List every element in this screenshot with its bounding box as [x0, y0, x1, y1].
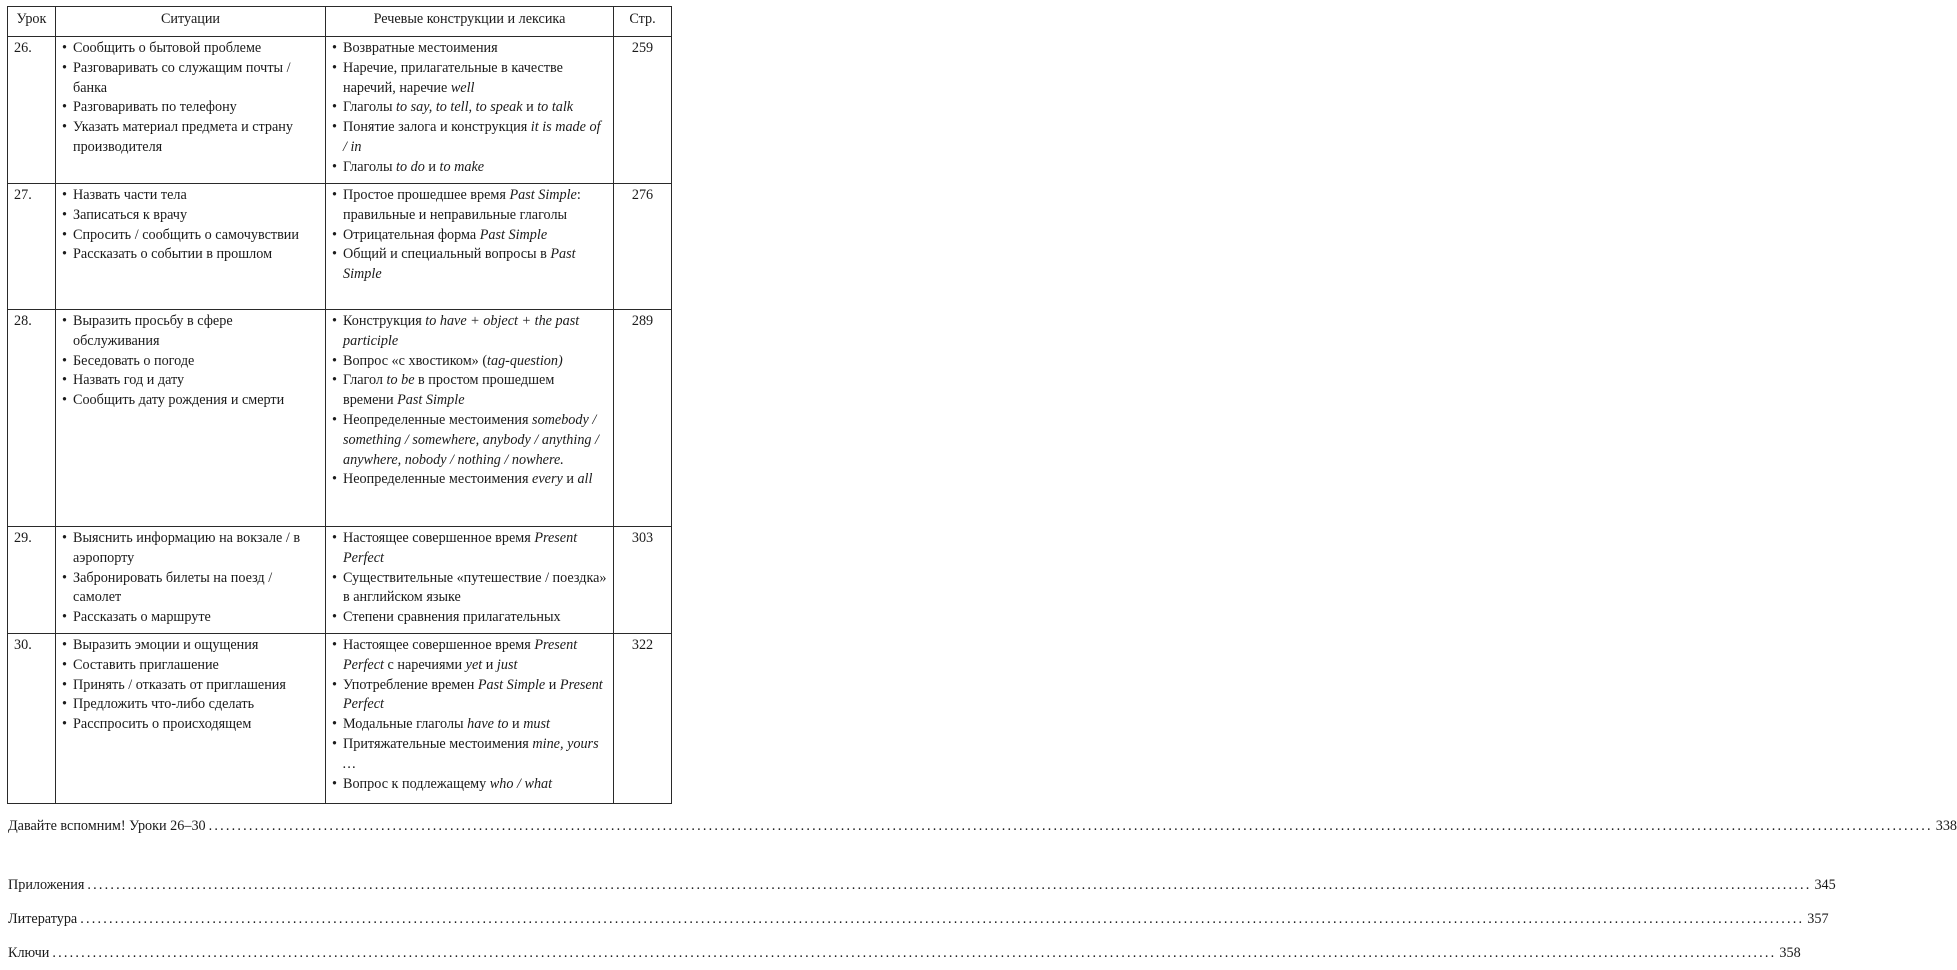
- english-term: to make: [439, 158, 485, 175]
- english-term: to say, to tell, to speak: [396, 99, 523, 116]
- english-term: have to: [467, 716, 509, 733]
- situation-item: • Указать материал предмета и страну производителя: [62, 118, 319, 158]
- toc-label: Литература: [8, 911, 78, 927]
- english-term: Past Simple: [343, 246, 576, 283]
- english-term: Past Simple: [479, 226, 548, 243]
- toc-page-number: 338: [1935, 818, 1957, 834]
- lesson-number: 28.: [8, 310, 56, 527]
- toc-page-number: 358: [1779, 945, 1801, 961]
- construction-item: [332, 735, 607, 775]
- situation-item: • Сообщить о бытовой проблеме: [62, 39, 319, 59]
- toc-entry: [8, 818, 1957, 835]
- text-fragment: Отрицательная форма: [343, 226, 480, 243]
- toc-label: Ключи: [8, 945, 50, 961]
- construction-item: [332, 226, 607, 246]
- text-fragment: Глагол: [343, 372, 387, 389]
- english-term: Past Simple: [509, 187, 577, 203]
- text-fragment: Неопределенные местоимения: [343, 411, 533, 428]
- constructions-cell: [326, 37, 614, 184]
- situation-item: • Разговаривать по телефону: [62, 98, 319, 118]
- text-fragment: Модальные глаголы: [343, 716, 468, 733]
- construction-item: [332, 98, 607, 118]
- situation-item: • Разговаривать со служащим почты / банка: [62, 59, 319, 99]
- situation-item: • Выяснить информацию на вокзале / в аэропорту: [62, 529, 319, 569]
- english-term: to talk: [537, 99, 574, 116]
- lesson-number: 30.: [8, 634, 56, 804]
- situation-item: • Сообщить дату рождения и смерти: [62, 391, 319, 411]
- table-row: [8, 37, 672, 184]
- table-header-row: [8, 7, 672, 37]
- page-number: 259: [614, 37, 672, 184]
- english-term: Present Perfect: [343, 637, 578, 673]
- text-fragment: Глаголы: [343, 158, 397, 175]
- situation-item: • Назвать год и дату: [62, 371, 319, 391]
- english-term: who / what: [489, 775, 553, 792]
- english-term: somebody / something / somewhere, anybody / anything / anywhere, nobody / nothing / nowhere.: [343, 411, 599, 468]
- header-situations: Ситуации: [56, 7, 326, 37]
- text-fragment: Употребление времен: [343, 676, 478, 693]
- english-term: Past Simple: [397, 392, 465, 409]
- situation-item: • Беседовать о погоде: [62, 352, 319, 372]
- toc-leader-dots: ............................................................................................................................................................................................................................................................................................................: [208, 818, 1933, 834]
- english-term: every: [532, 471, 563, 488]
- construction-item: [332, 715, 607, 735]
- constructions-cell: [326, 184, 614, 310]
- constructions-list: [332, 312, 607, 490]
- construction-item: [332, 118, 607, 158]
- constructions-list: [332, 529, 607, 628]
- situation-item: • Рассказать о событии в прошлом: [62, 245, 319, 265]
- text-fragment: и: [482, 656, 497, 673]
- english-term: Present Perfect: [343, 676, 603, 713]
- text-fragment: в простом прошедшем времени: [343, 372, 555, 409]
- text-fragment: Конструкция: [343, 313, 426, 329]
- header-page: Стр.: [614, 7, 672, 37]
- situation-item: • Назвать части тела: [62, 186, 319, 206]
- situations-list: [62, 636, 319, 735]
- table-row: [8, 634, 672, 804]
- english-term: just: [496, 656, 518, 673]
- situation-item: • Составить приглашение: [62, 656, 319, 676]
- construction-item: [332, 411, 607, 470]
- construction-item: [332, 158, 607, 178]
- constructions-list: [332, 39, 607, 178]
- situation-item: • Рассказать о маршруте: [62, 608, 319, 628]
- constructions-list: [332, 636, 607, 794]
- situation-item: • Записаться к врачу: [62, 206, 319, 226]
- header-lesson: Урок: [8, 7, 56, 37]
- situations-cell: [56, 634, 326, 804]
- toc-entry: [8, 877, 1836, 894]
- english-term: to be: [386, 372, 415, 389]
- text-fragment: с наречиями: [383, 656, 466, 673]
- text-fragment: Возвратные местоимения: [343, 40, 498, 56]
- text-fragment: и: [508, 716, 524, 733]
- situation-item: • Предложить что-либо сделать: [62, 695, 319, 715]
- constructions-list: [332, 186, 607, 285]
- toc-page-number: 345: [1814, 877, 1836, 893]
- english-term: must: [523, 716, 550, 733]
- situations-list: [62, 39, 319, 158]
- toc-label: Приложения: [8, 877, 85, 893]
- text-fragment: Степени сравнения прилагательных: [343, 609, 561, 626]
- page-number: 289: [614, 310, 672, 527]
- text-fragment: и: [424, 158, 440, 175]
- situation-item: • Спросить / сообщить о самочувствии: [62, 226, 319, 246]
- text-fragment: Понятие залога и конструкция: [343, 119, 531, 136]
- situations-list: [62, 529, 319, 628]
- construction-item: [332, 569, 607, 609]
- text-fragment: Простое прошедшее время: [343, 187, 510, 203]
- text-fragment: : правильные и неправильные глаголы: [343, 187, 581, 223]
- construction-item: [332, 775, 607, 795]
- situations-list: [62, 312, 319, 411]
- text-fragment: Настоящее совершенное время: [343, 637, 535, 653]
- text-fragment: и: [522, 99, 538, 116]
- construction-item: [332, 186, 607, 226]
- text-fragment: и: [562, 471, 578, 488]
- situations-cell: [56, 527, 326, 634]
- page-number: 322: [614, 634, 672, 804]
- lessons-table: [7, 6, 672, 804]
- table-row: [8, 527, 672, 634]
- lesson-number: 29.: [8, 527, 56, 634]
- text-fragment: Настоящее совершенное время: [343, 530, 535, 546]
- page-number: 303: [614, 527, 672, 634]
- constructions-cell: [326, 310, 614, 527]
- situation-item: • Принять / отказать от приглашения: [62, 676, 319, 696]
- construction-item: [332, 636, 607, 676]
- text-fragment: Вопрос к подлежащему: [343, 775, 490, 792]
- construction-item: [332, 470, 607, 490]
- english-term: to have + object + the past participle: [343, 313, 580, 349]
- english-term: it is made of / in: [343, 119, 601, 155]
- text-fragment: Наречие, прилагательные в качестве наречий, наречие: [343, 59, 563, 96]
- english-term: all: [577, 471, 593, 488]
- text-fragment: Общий и специальный вопросы в: [343, 246, 551, 263]
- text-fragment: Вопрос «с хвостиком» (: [343, 352, 488, 369]
- situation-item: • Выразить эмоции и ощущения: [62, 636, 319, 656]
- construction-item: [332, 371, 607, 411]
- construction-item: [332, 352, 607, 372]
- english-term: Present Perfect: [343, 530, 578, 566]
- situation-item: • Выразить просьбу в сфере обслуживания: [62, 312, 319, 352]
- situation-item: • Расспросить о происходящем: [62, 715, 319, 735]
- text-fragment: Притяжательные местоимения: [343, 735, 533, 752]
- english-term: well: [450, 79, 475, 96]
- text-fragment: Глаголы: [343, 99, 397, 116]
- text-fragment: Неопределенные местоимения: [343, 471, 533, 488]
- english-term: yet: [465, 656, 483, 673]
- construction-item: [332, 59, 607, 99]
- construction-item: [332, 245, 607, 285]
- toc-leader-dots: ............................................................................................................................................................................................................................................................................................................: [52, 945, 1777, 961]
- construction-item: [332, 676, 607, 716]
- english-term: mine, yours …: [343, 735, 599, 772]
- english-term: Past Simple: [477, 676, 546, 693]
- lesson-number: 27.: [8, 184, 56, 310]
- toc-leader-dots: ............................................................................................................................................................................................................................................................................................................: [87, 877, 1812, 893]
- construction-item: [332, 39, 607, 59]
- text-fragment: и: [545, 676, 560, 693]
- constructions-cell: [326, 527, 614, 634]
- header-constructions: Речевые конструкции и лексика: [326, 7, 614, 37]
- toc-entry: [8, 945, 1801, 962]
- table-row: [8, 310, 672, 527]
- situations-list: [62, 186, 319, 265]
- constructions-cell: [326, 634, 614, 804]
- page-number: 276: [614, 184, 672, 310]
- construction-item: [332, 608, 607, 628]
- lesson-number: 26.: [8, 37, 56, 184]
- construction-item: [332, 312, 607, 352]
- english-term: to do: [396, 158, 425, 175]
- toc-label: Давайте вспомним! Уроки 26–30: [8, 818, 206, 834]
- situations-cell: [56, 184, 326, 310]
- table-row: [8, 184, 672, 310]
- toc-entry: [8, 911, 1829, 928]
- toc-page-number: 357: [1807, 911, 1829, 927]
- situations-cell: [56, 310, 326, 527]
- construction-item: [332, 529, 607, 569]
- situation-item: • Забронировать билеты на поезд / самолет: [62, 569, 319, 609]
- text-fragment: Существительные «путешествие / поездка» в английском языке: [343, 569, 607, 606]
- english-term: tag-question): [487, 352, 563, 369]
- toc-leader-dots: ............................................................................................................................................................................................................................................................................................................: [80, 911, 1805, 927]
- situations-cell: [56, 37, 326, 184]
